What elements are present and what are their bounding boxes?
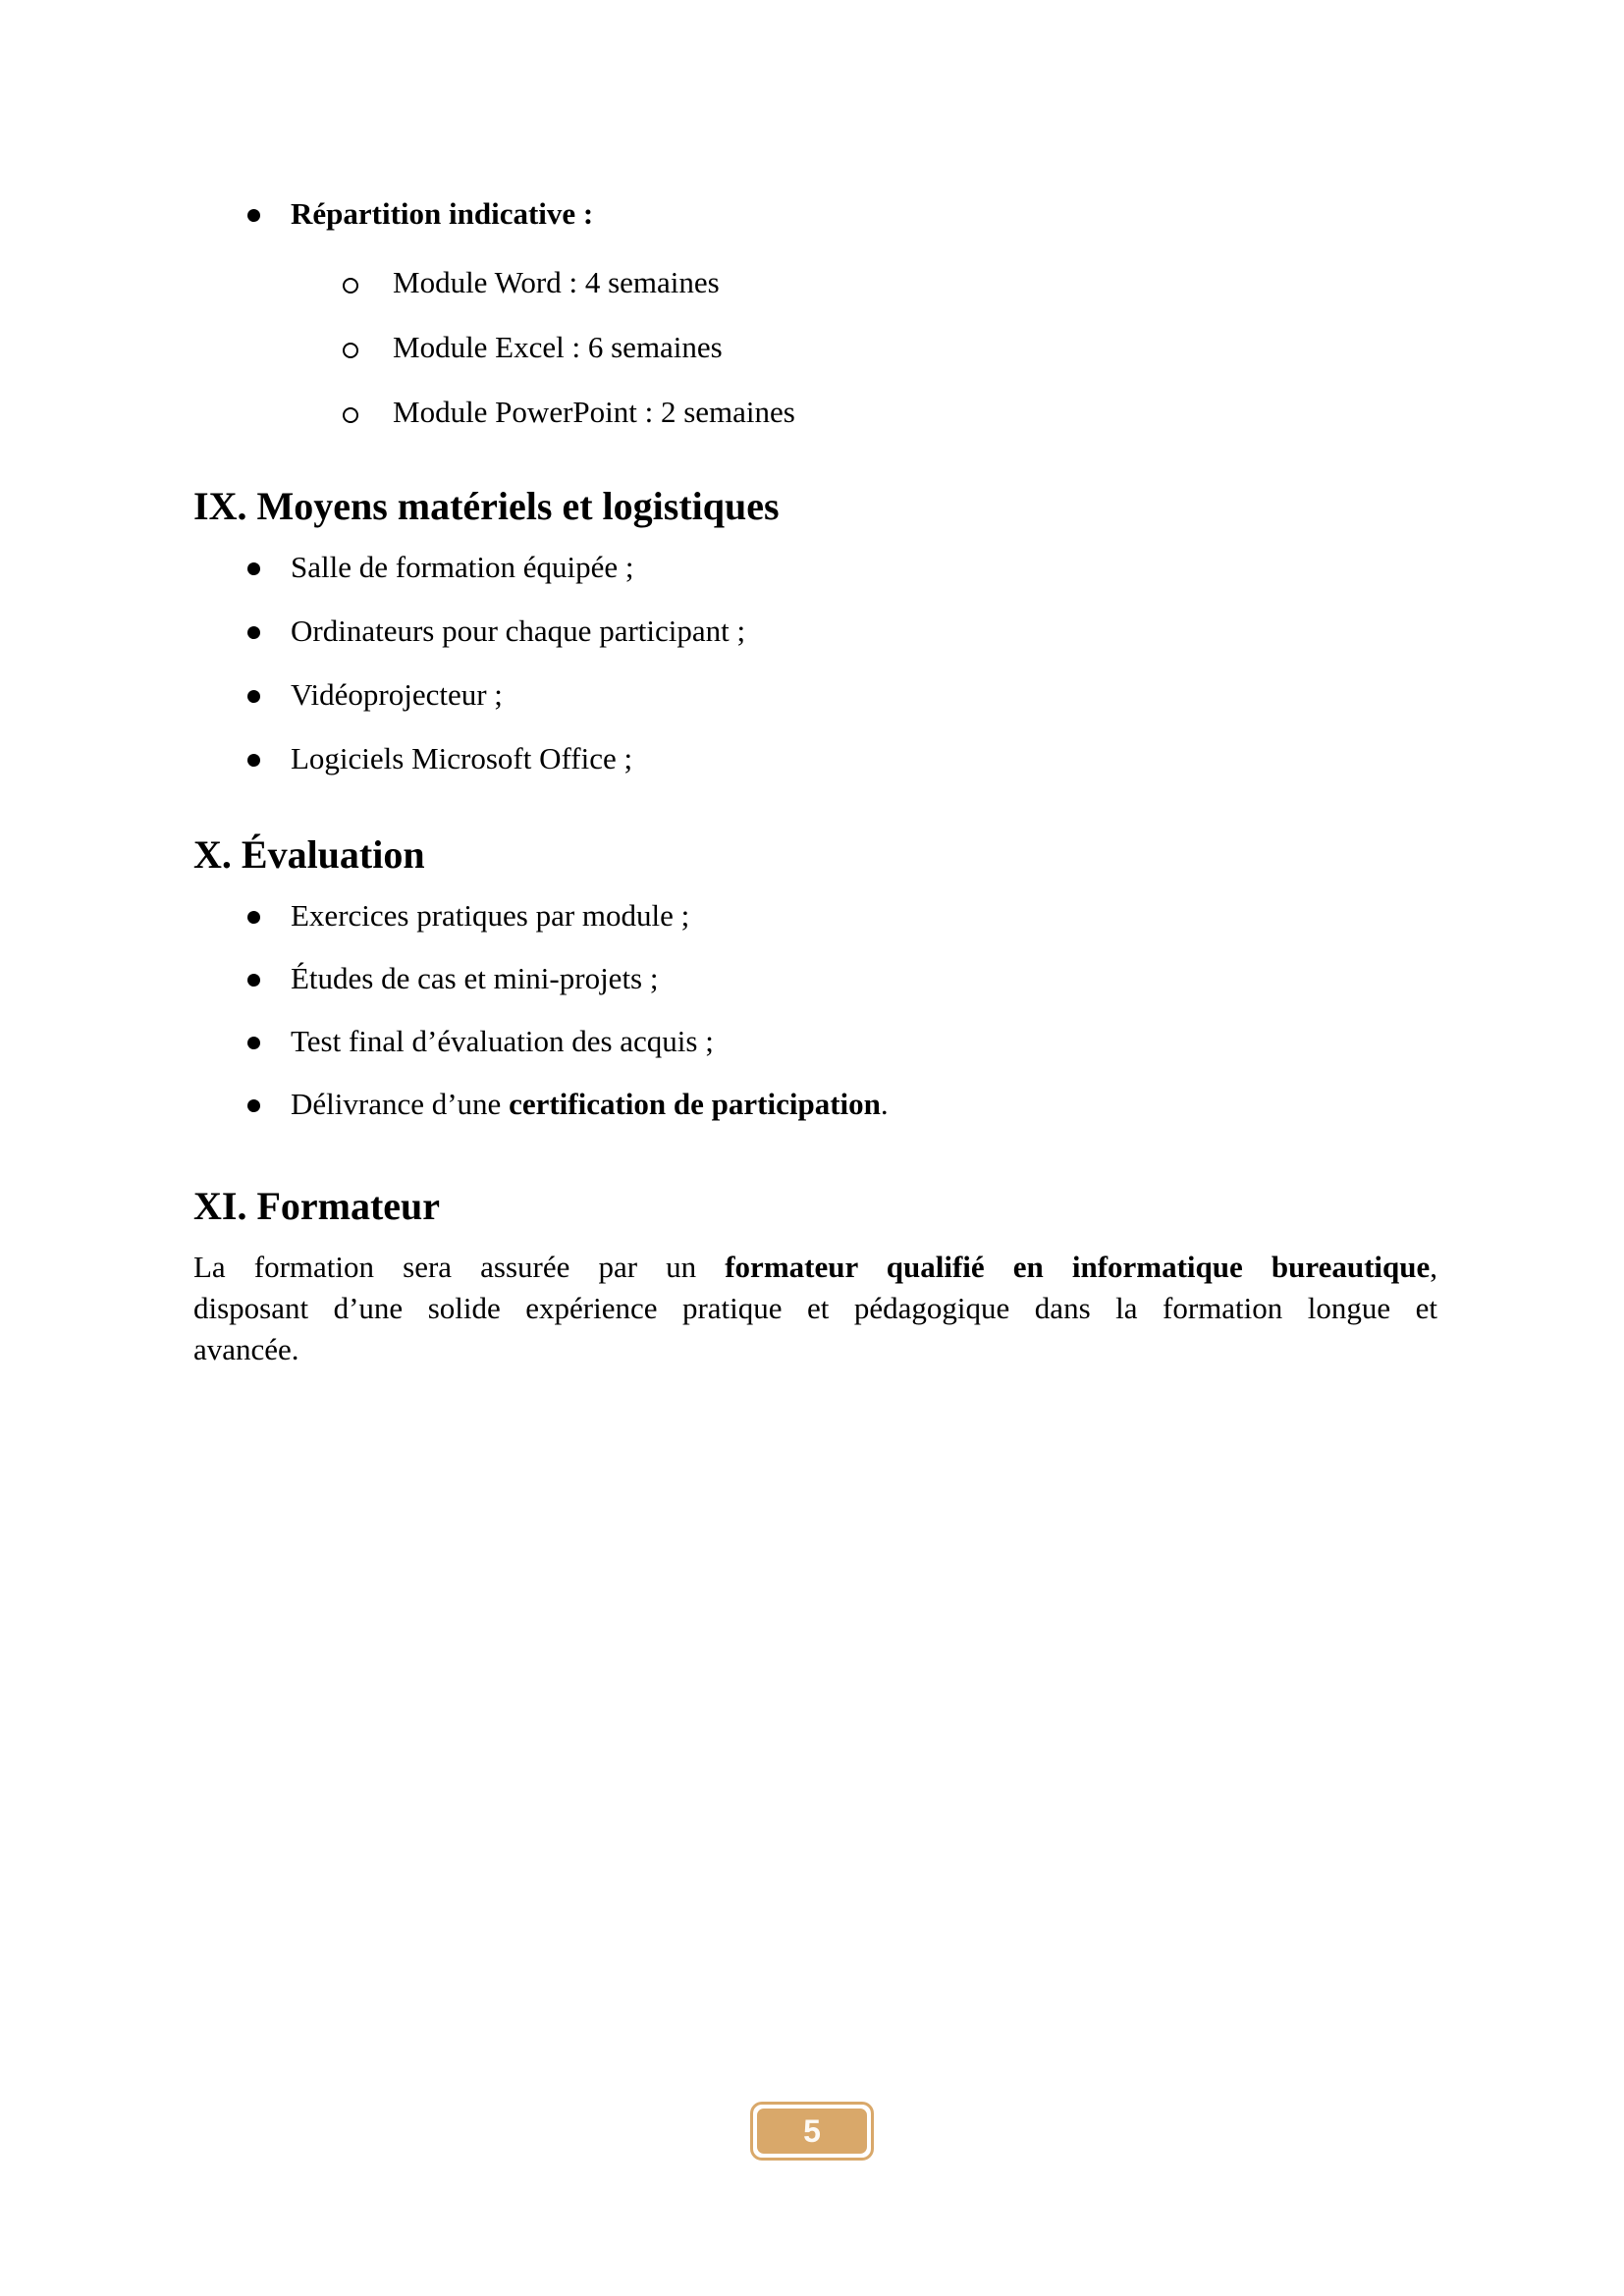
list-item bbox=[0, 1010, 1624, 1073]
bullet-icon bbox=[247, 1099, 260, 1112]
list-item bbox=[0, 599, 1624, 663]
section-x-heading: X. Évaluation bbox=[193, 832, 425, 877]
ix-item-2: Ordinateurs pour chaque participant ; bbox=[291, 613, 746, 648]
circle-bullet-icon bbox=[343, 343, 358, 358]
bullet-icon bbox=[247, 690, 260, 703]
paragraph-line-1 bbox=[193, 1247, 1437, 1288]
circle-bullet-icon bbox=[343, 278, 358, 294]
bullet-icon bbox=[247, 974, 260, 987]
page-number: 5 bbox=[757, 2109, 867, 2154]
list-item bbox=[0, 947, 1624, 1010]
circle-bullet-icon bbox=[343, 407, 358, 423]
list-item bbox=[0, 884, 1624, 947]
list-item bbox=[0, 1073, 1624, 1136]
list-item bbox=[0, 380, 1624, 445]
bullet-icon bbox=[247, 754, 260, 767]
list-item bbox=[0, 182, 1624, 246]
section-ix-heading: IX. Moyens matériels et logistiques bbox=[193, 484, 780, 528]
section-xi-heading: XI. Formateur bbox=[193, 1184, 441, 1228]
x-item-4-pre: Délivrance d’une bbox=[291, 1087, 510, 1121]
list-item bbox=[0, 726, 1624, 790]
paragraph-line-2: disposant d’une solide expérience pratique et pédagogique dans la formation longue et bbox=[193, 1291, 1437, 1325]
paragraph-line-1-pre: La formation sera assurée par un bbox=[193, 1250, 726, 1284]
repartition-list bbox=[0, 182, 1624, 246]
section-x-list bbox=[0, 884, 1624, 1136]
list-item bbox=[0, 663, 1624, 726]
bullet-icon bbox=[247, 1037, 260, 1049]
ix-item-4: Logiciels Microsoft Office ; bbox=[291, 740, 633, 775]
x-item-3: Test final d’évaluation des acquis ; bbox=[291, 1024, 714, 1058]
bullet-icon bbox=[247, 911, 260, 924]
list-item bbox=[0, 250, 1624, 315]
x-item-4-post: . bbox=[880, 1087, 889, 1121]
module-word-item: Module Word : 4 semaines bbox=[393, 265, 720, 299]
bullet-icon bbox=[247, 209, 260, 222]
paragraph-line-1-post: , bbox=[1430, 1250, 1437, 1284]
page-number-badge bbox=[750, 2102, 874, 2161]
list-item bbox=[0, 315, 1624, 380]
formateur-paragraph bbox=[193, 1247, 1437, 1370]
ix-item-1: Salle de formation équipée ; bbox=[291, 549, 634, 584]
section-ix-list bbox=[0, 535, 1624, 790]
modules-sublist bbox=[0, 250, 1624, 445]
list-item bbox=[0, 535, 1624, 599]
paragraph-line-1-bold: formateur qualifié en informatique bureautique bbox=[725, 1250, 1431, 1284]
bullet-icon bbox=[247, 562, 260, 575]
ix-item-3: Vidéoprojecteur ; bbox=[291, 676, 503, 712]
x-item-4 bbox=[291, 1088, 889, 1121]
bullet-icon bbox=[247, 626, 260, 639]
module-excel-item: Module Excel : 6 semaines bbox=[393, 330, 723, 364]
repartition-title: Répartition indicative : bbox=[291, 196, 594, 231]
paragraph-line-3: avancée. bbox=[193, 1332, 299, 1366]
x-item-1: Exercices pratiques par module ; bbox=[291, 898, 690, 933]
x-item-2: Études de cas et mini-projets ; bbox=[291, 961, 659, 995]
x-item-4-bold: certification de participation bbox=[509, 1087, 881, 1121]
module-powerpoint-item: Module PowerPoint : 2 semaines bbox=[393, 395, 795, 429]
